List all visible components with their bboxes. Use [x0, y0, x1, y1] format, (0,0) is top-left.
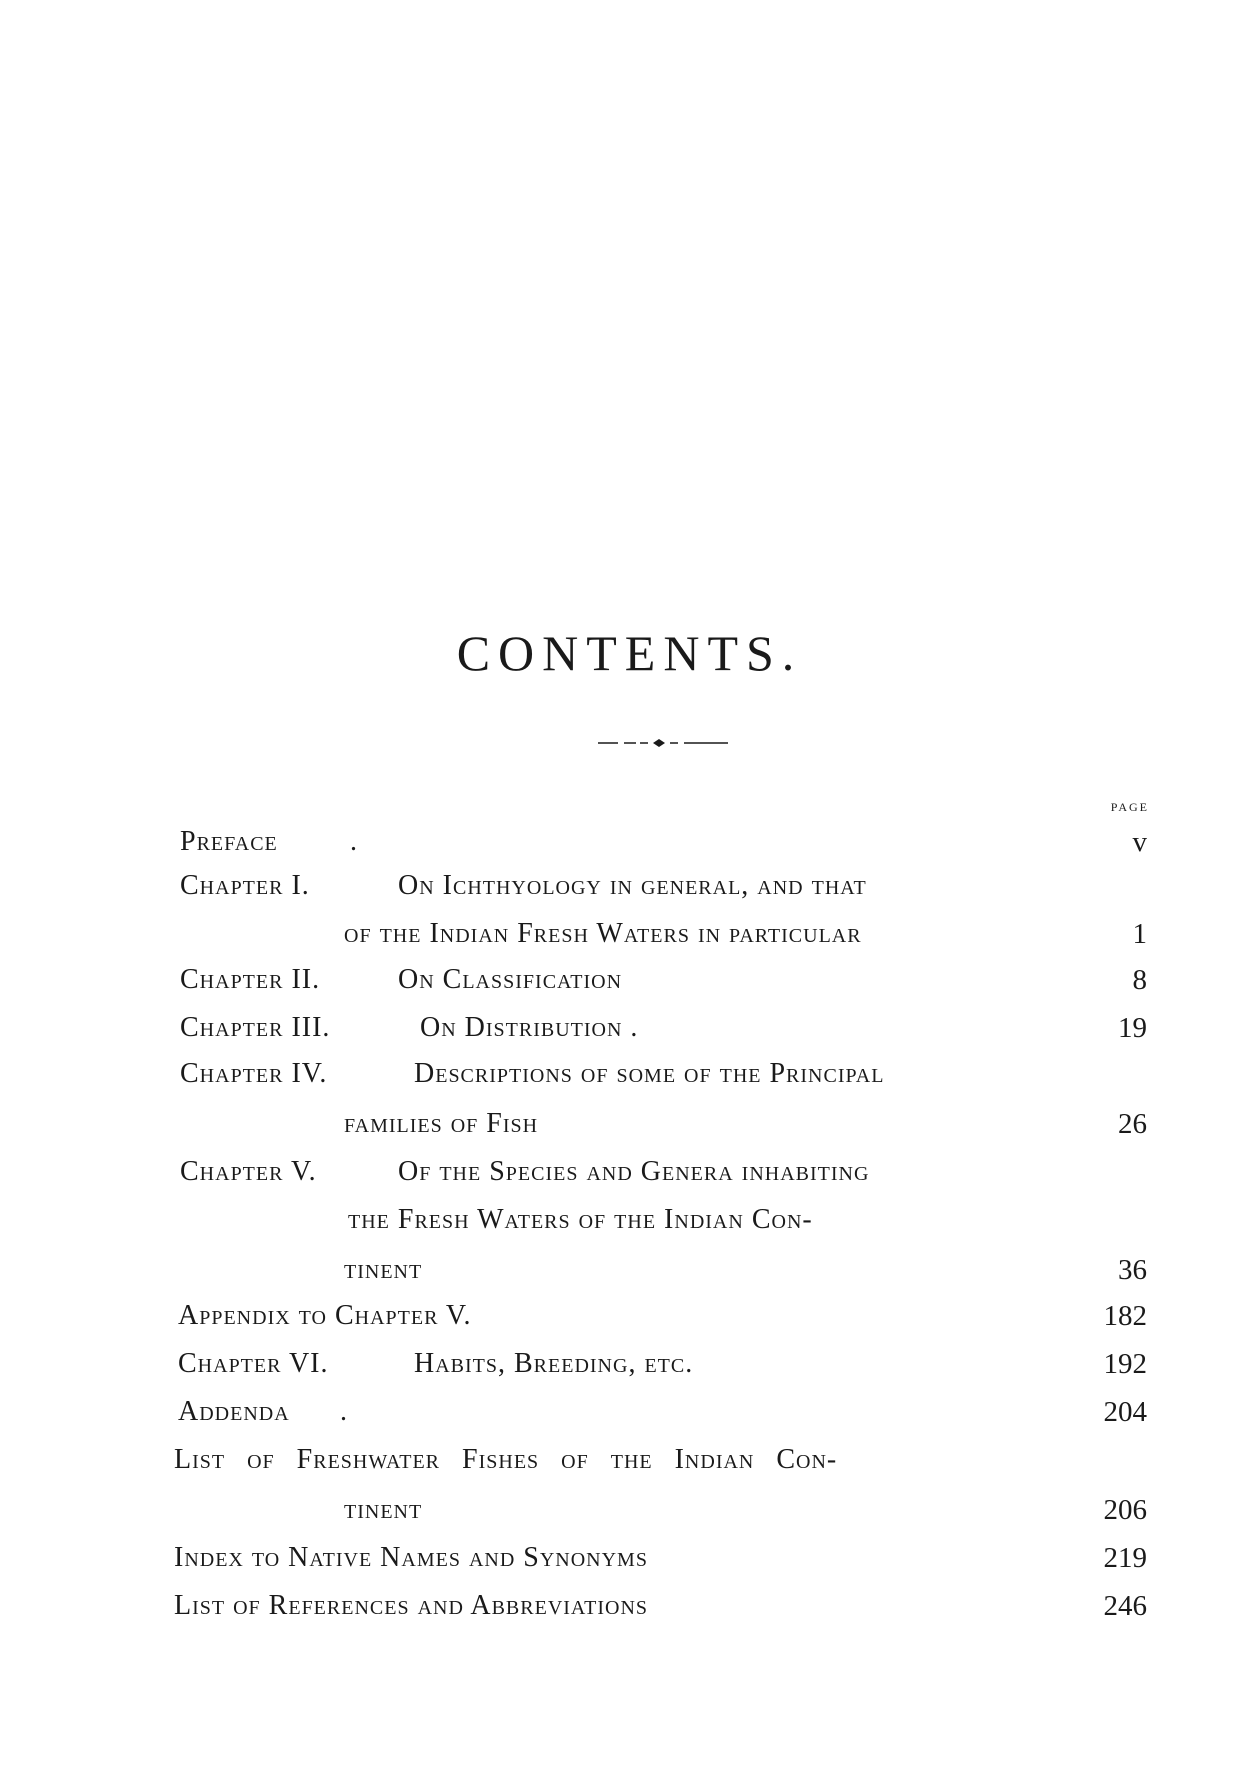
toc-leader-dots: .: [350, 826, 358, 857]
toc-entry-index[interactable]: [0, 1542, 1259, 1582]
toc-entry-label: List of References and Abbreviations: [174, 1590, 649, 1621]
toc-entry-title: On Classification: [398, 964, 623, 995]
toc-page-number: 8: [1132, 964, 1147, 996]
toc-entry-label: Index to Native Names and Synonyms: [174, 1542, 648, 1573]
toc-entry-chapter-2[interactable]: [0, 964, 1259, 1004]
toc-entry-label: Chapter II.: [180, 964, 321, 995]
toc-entry-title-continued: families of Fish: [344, 1108, 539, 1139]
toc-entry-title: Habits, Breeding, etc.: [414, 1348, 694, 1379]
toc-entry-title: On Distribution .: [420, 1012, 639, 1043]
toc-page-number: 19: [1118, 1012, 1147, 1044]
toc-entry-title-continued: of the Indian Fresh Waters in particular: [344, 918, 862, 949]
page-title: CONTENTS.: [456, 625, 803, 681]
toc-entry-chapter-1[interactable]: [0, 870, 1259, 910]
toc-entry-chapter-1-continued: [0, 918, 1259, 958]
toc-entry-label: List of Freshwater Fishes of the Indian Con-: [174, 1444, 838, 1475]
toc-entry-chapter-6[interactable]: [0, 1348, 1259, 1388]
divider-ornament-icon: [598, 737, 728, 749]
toc-leader-dots: .: [340, 1396, 348, 1427]
toc-entry-preface[interactable]: [0, 826, 1259, 866]
toc-page-number: 206: [1103, 1494, 1147, 1526]
toc-page-number: 1: [1132, 918, 1147, 950]
toc-entry-references[interactable]: [0, 1590, 1259, 1630]
toc-entry-addenda[interactable]: [0, 1396, 1259, 1436]
toc-entry-chapter-5-continued: [0, 1204, 1259, 1244]
toc-entry-label: Chapter V.: [180, 1156, 317, 1187]
toc-entry-chapter-3[interactable]: [0, 1012, 1259, 1052]
toc-entry-title: Of the Species and Genera inhabiting: [398, 1156, 870, 1187]
toc-entry-chapter-4-continued: [0, 1108, 1259, 1148]
toc-page-number: 246: [1103, 1590, 1147, 1622]
page-column-label: PAGE: [1110, 800, 1149, 814]
toc-entry-label: Addenda: [178, 1396, 290, 1427]
toc-entry-title-continued: tinent: [344, 1254, 423, 1285]
toc-entry-chapter-5-continued-2: [0, 1254, 1259, 1294]
toc-entry-label: Appendix to Chapter V.: [178, 1300, 472, 1331]
toc-page-number: 192: [1103, 1348, 1147, 1380]
toc-page-number: 219: [1103, 1542, 1147, 1574]
toc-entry-title: On Ichthyology in general, and that: [398, 870, 867, 901]
toc-page-number: 26: [1118, 1108, 1147, 1140]
toc-entry-chapter-4[interactable]: [0, 1058, 1259, 1098]
toc-page-number: v: [1132, 826, 1147, 858]
toc-page-number: 204: [1103, 1396, 1147, 1428]
toc-entry-label: Chapter III.: [180, 1012, 331, 1043]
toc-entry-appendix[interactable]: [0, 1300, 1259, 1340]
toc-entry-label: Chapter I.: [180, 870, 310, 901]
toc-page-number: 182: [1103, 1300, 1147, 1332]
toc-entry-list-of-fishes-continued: [0, 1494, 1259, 1534]
toc-page-number: 36: [1118, 1254, 1147, 1286]
toc-entry-label: Chapter VI.: [178, 1348, 329, 1379]
toc-entry-label: Preface: [180, 826, 278, 857]
toc-entry-title-continued: the Fresh Waters of the Indian Con-: [348, 1204, 813, 1235]
toc-entry-list-of-fishes[interactable]: [0, 1444, 1259, 1484]
toc-entry-label: Chapter IV.: [180, 1058, 328, 1089]
toc-entry-title-continued: tinent: [344, 1494, 423, 1525]
toc-entry-chapter-5[interactable]: [0, 1156, 1259, 1196]
toc-entry-title: Descriptions of some of the Principal: [414, 1058, 885, 1089]
